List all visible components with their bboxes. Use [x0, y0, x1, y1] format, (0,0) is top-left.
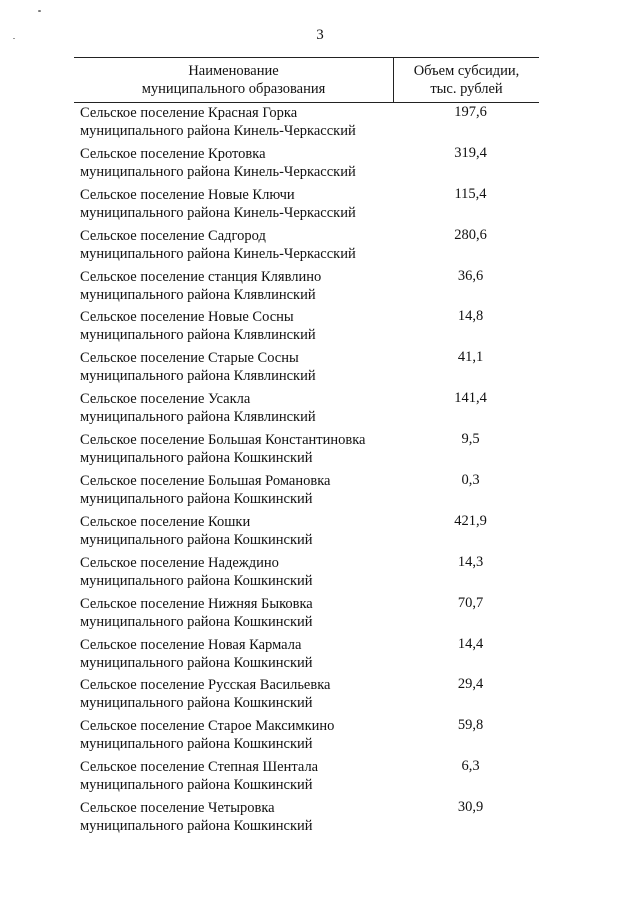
settlement-name: Сельское поселение Нижняя Быковка	[80, 595, 313, 612]
settlement-name: Сельское поселение Кошки	[80, 513, 251, 530]
settlement-name-cell	[74, 389, 394, 430]
settlement-name-cell	[74, 675, 394, 716]
subsidy-value: 115,4	[454, 185, 487, 202]
district-name: муниципального района Кошкинский	[80, 531, 313, 548]
table-row	[74, 348, 539, 389]
settlement-name: Сельское поселение Старые Сосны	[80, 350, 299, 367]
district-name: муниципального района Кошкинский	[80, 736, 313, 753]
subsidy-value: 59,8	[457, 717, 484, 734]
scan-speck	[38, 10, 41, 12]
settlement-name: Сельское поселение Новая Кармала	[80, 636, 302, 653]
district-name: муниципального района Кошкинский	[80, 777, 313, 794]
settlement-name: Сельское поселение станция Клявлино	[80, 268, 322, 285]
table-row	[74, 389, 539, 430]
settlement-name-cell	[74, 512, 394, 553]
subsidy-value: 9,5	[461, 431, 480, 448]
subsidy-value: 6,3	[461, 758, 480, 775]
district-name: муниципального района Кошкинский	[80, 613, 313, 630]
district-name: муниципального района Клявлинский	[80, 368, 316, 385]
table-row	[74, 512, 539, 553]
subsidy-value: 421,9	[454, 512, 487, 529]
district-name: муниципального района Клявлинский	[80, 286, 316, 303]
table-row	[74, 471, 539, 512]
subsidy-value: 30,9	[457, 799, 484, 816]
settlement-name-cell	[74, 716, 394, 757]
header-volume-line: Объем субсидии,	[413, 63, 520, 79]
settlement-name-cell	[74, 103, 394, 144]
district-name: муниципального района Кошкинский	[80, 695, 313, 712]
settlement-name: Сельское поселение Четыровка	[80, 800, 275, 817]
subsidy-value: 29,4	[457, 676, 484, 693]
header-name-line: муниципального образования	[141, 81, 326, 97]
table-row	[74, 185, 539, 226]
table-row	[74, 430, 539, 471]
settlement-name-cell	[74, 307, 394, 348]
district-name: муниципального района Кошкинский	[80, 491, 313, 508]
settlement-name: Сельское поселение Русская Васильевка	[80, 677, 331, 694]
settlement-name: Сельское поселение Новые Ключи	[80, 186, 295, 203]
subsidy-value: 141,4	[454, 390, 487, 407]
settlement-name: Сельское поселение Степная Шентала	[80, 759, 319, 776]
table-row	[74, 798, 539, 839]
settlement-name: Сельское поселение Новые Сосны	[80, 309, 294, 326]
table-row	[74, 226, 539, 267]
settlement-name-cell	[74, 553, 394, 594]
settlement-name-cell	[74, 226, 394, 267]
settlement-name: Сельское поселение Усакла	[80, 391, 251, 408]
settlement-name: Сельское поселение Старое Максимкино	[80, 718, 335, 735]
settlement-name-cell	[74, 348, 394, 389]
header-volume-column	[394, 58, 539, 102]
settlement-name: Сельское поселение Большая Романовка	[80, 473, 331, 490]
header-name-line: Наименование	[188, 63, 279, 79]
table-body	[74, 103, 539, 839]
subsidy-value: 36,6	[457, 267, 484, 284]
subsidy-value: 41,1	[457, 349, 484, 366]
settlement-name-cell	[74, 185, 394, 226]
district-name: муниципального района Кинель-Черкасский	[80, 123, 356, 139]
settlement-name-cell	[74, 594, 394, 635]
table-row	[74, 675, 539, 716]
table-row	[74, 103, 539, 144]
subsidy-value: 319,4	[454, 144, 487, 161]
settlement-name-cell	[74, 144, 394, 185]
table-row	[74, 594, 539, 635]
table-row	[74, 553, 539, 594]
settlement-name: Сельское поселение Садгород	[80, 227, 266, 244]
district-name: муниципального района Кинель-Черкасский	[80, 204, 356, 221]
settlement-name-cell	[74, 430, 394, 471]
subsidy-value: 14,8	[457, 308, 484, 325]
subsidy-value: 0,3	[461, 472, 480, 489]
page-number: 3	[316, 27, 324, 43]
settlement-name-cell	[74, 471, 394, 512]
subsidy-value: 14,4	[457, 635, 484, 652]
settlement-name: Сельское поселение Надеждино	[80, 554, 279, 571]
settlement-name: Сельское поселение Кротовка	[80, 145, 266, 162]
settlement-name-cell	[74, 635, 394, 676]
district-name: муниципального района Кинель-Черкасский	[80, 163, 356, 180]
table-row	[74, 635, 539, 676]
district-name: муниципального района Кинель-Черкасский	[80, 245, 356, 262]
table-row	[74, 144, 539, 185]
settlement-name-cell	[74, 267, 394, 308]
table-row	[74, 716, 539, 757]
subsidy-table	[74, 57, 539, 839]
header-volume-line: тыс. рублей	[430, 81, 503, 97]
settlement-name-cell	[74, 798, 394, 839]
settlement-name-cell	[74, 757, 394, 798]
table-row	[74, 307, 539, 348]
table-row	[74, 267, 539, 308]
table-row	[74, 757, 539, 798]
district-name: муниципального района Кошкинский	[80, 450, 313, 467]
district-name: муниципального района Кошкинский	[80, 818, 313, 835]
district-name: муниципального района Кошкинский	[80, 572, 313, 589]
header-name-column	[74, 58, 394, 102]
subsidy-value: 14,3	[457, 553, 484, 570]
district-name: муниципального района Клявлинский	[80, 327, 316, 344]
district-name: муниципального района Кошкинский	[80, 654, 313, 671]
settlement-name: Сельское поселение Большая Константиновка	[80, 432, 366, 449]
subsidy-value: 70,7	[457, 594, 484, 611]
settlement-name: Сельское поселение Красная Горка	[80, 105, 298, 121]
subsidy-value: 280,6	[454, 226, 487, 243]
table-header	[74, 57, 539, 103]
district-name: муниципального района Клявлинский	[80, 409, 316, 426]
subsidy-value: 197,6	[454, 104, 487, 120]
